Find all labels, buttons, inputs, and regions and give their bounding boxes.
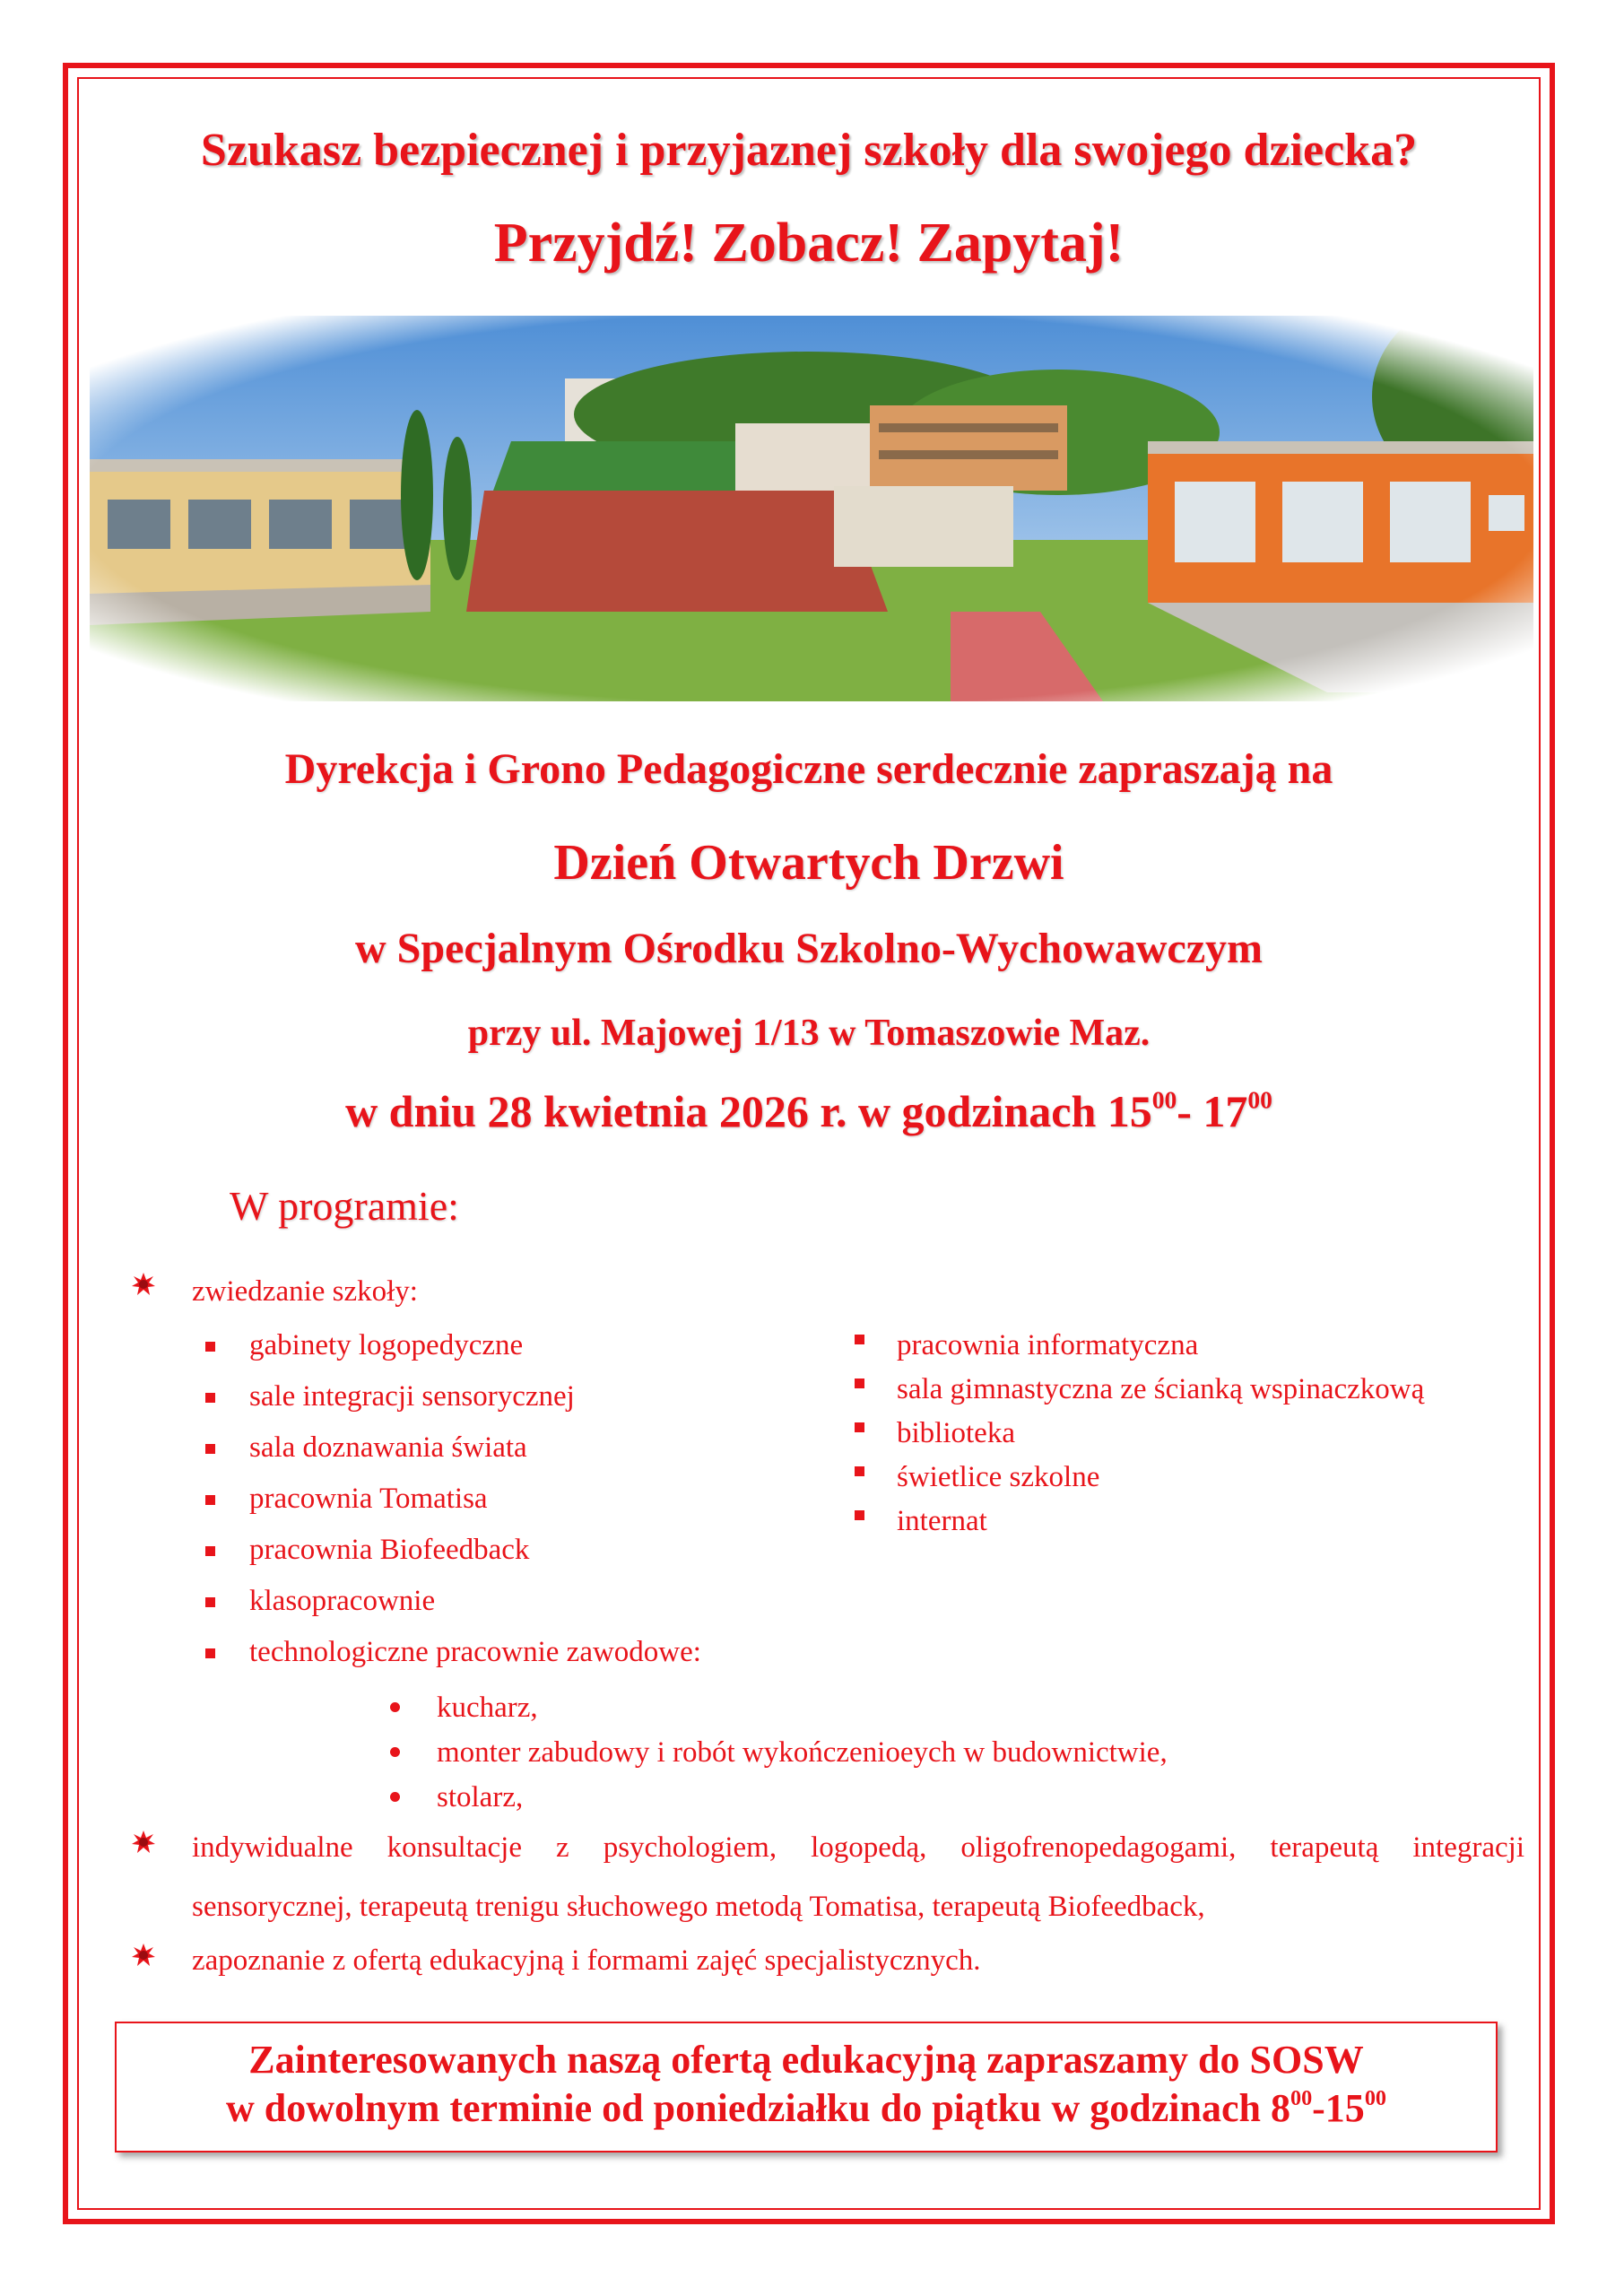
- red-square-bullet-icon: [205, 1546, 215, 1556]
- footer-hours-text: w dowolnym terminie od poniedziałku do piątku w godzinach 8: [226, 2086, 1290, 2130]
- footer-info-box: [115, 2022, 1498, 2152]
- program-item-offer: zapoznanie z ofertą edukacyjną i formami zajęć specjalistycznych.: [192, 1944, 981, 1977]
- program-heading: W programie:: [230, 1183, 459, 1229]
- red-square-bullet-icon: [855, 1466, 864, 1476]
- red-square-bullet-icon: [205, 1495, 215, 1505]
- list-item: biblioteka: [897, 1417, 1015, 1449]
- list-item: monter zabudowy i robót wykończenioeych w budownictwie,: [437, 1736, 1168, 1769]
- red-dot-bullet-icon: [390, 1792, 400, 1802]
- footer-from-minutes: 00: [1290, 2085, 1313, 2110]
- list-item: świetlice szkolne: [897, 1461, 1100, 1493]
- time-from-minutes: 00: [1151, 1085, 1177, 1114]
- list-item: internat: [897, 1505, 987, 1537]
- red-dot-bullet-icon: [390, 1747, 400, 1757]
- headline-question: Szukasz bezpiecznej i przyjaznej szkoły dla swojego dziecka?: [200, 125, 1418, 176]
- red-square-bullet-icon: [855, 1335, 864, 1344]
- footer-to-minutes: 00: [1364, 2085, 1386, 2110]
- school-panorama-photo: [90, 316, 1533, 701]
- red-square-bullet-icon: [205, 1597, 215, 1607]
- red-square-bullet-icon: [205, 1393, 215, 1403]
- list-item: klasopracownie: [249, 1585, 436, 1617]
- footer-hours-separator: -15: [1312, 2086, 1365, 2130]
- red-star-bullet-icon: [131, 1943, 156, 1968]
- red-star-bullet-icon: [131, 1272, 156, 1297]
- list-item: kucharz,: [437, 1692, 538, 1724]
- event-date-text: w dniu 28 kwietnia 2026 r. w godzinach 15: [345, 1086, 1152, 1136]
- list-item: stolarz,: [437, 1781, 524, 1813]
- list-item: pracownia informatyczna: [897, 1329, 1199, 1361]
- event-date-time: [77, 1085, 1541, 1137]
- invitation-line: Dyrekcja i Grono Pedagogiczne serdecznie zapraszają na: [284, 745, 1333, 793]
- red-square-bullet-icon: [855, 1510, 864, 1520]
- list-item: sala gimnastyczna ze ścianką wspinaczkową: [897, 1373, 1425, 1405]
- red-square-bullet-icon: [205, 1342, 215, 1352]
- list-item: sala doznawania świata: [249, 1431, 527, 1464]
- red-dot-bullet-icon: [390, 1702, 400, 1712]
- red-star-bullet-icon: [131, 1830, 156, 1855]
- list-item: pracownia Biofeedback: [249, 1534, 530, 1566]
- event-address: przy ul. Majowej 1/13 w Tomaszowie Maz.: [467, 1013, 1151, 1054]
- list-item: pracownia Tomatisa: [249, 1483, 488, 1515]
- program-item-consultations-line1: indywidualne konsultacje z psychologiem, logopedą, oligofrenopedagogami, terapeutą integracji: [192, 1831, 1524, 1864]
- program-item-consultations-line2: sensorycznej, terapeutą trenigu słuchowego metodą Tomatisa, terapeutą Biofeedback,: [192, 1891, 1205, 1923]
- footer-line1: Zainteresowanych naszą ofertą edukacyjną zapraszamy do SOSW: [248, 2038, 1364, 2082]
- institution-name: w Specjalnym Ośrodku Szkolno-Wychowawczym: [354, 925, 1264, 972]
- headline-call-to-action: Przyjdź! Zobacz! Zapytaj!: [493, 213, 1125, 274]
- program-item-tour: zwiedzanie szkoły:: [192, 1275, 418, 1308]
- red-square-bullet-icon: [205, 1648, 215, 1658]
- time-to-minutes: 00: [1247, 1085, 1272, 1114]
- time-separator: - 17: [1177, 1086, 1248, 1136]
- list-item: gabinety logopedyczne: [249, 1329, 524, 1361]
- event-title: Dzień Otwartych Drzwi: [553, 835, 1064, 891]
- red-square-bullet-icon: [205, 1444, 215, 1454]
- red-square-bullet-icon: [855, 1378, 864, 1388]
- list-item: technologiczne pracownie zawodowe:: [249, 1636, 701, 1668]
- red-square-bullet-icon: [855, 1422, 864, 1432]
- list-item: sale integracji sensorycznej: [249, 1380, 575, 1413]
- footer-line2: [117, 2084, 1496, 2133]
